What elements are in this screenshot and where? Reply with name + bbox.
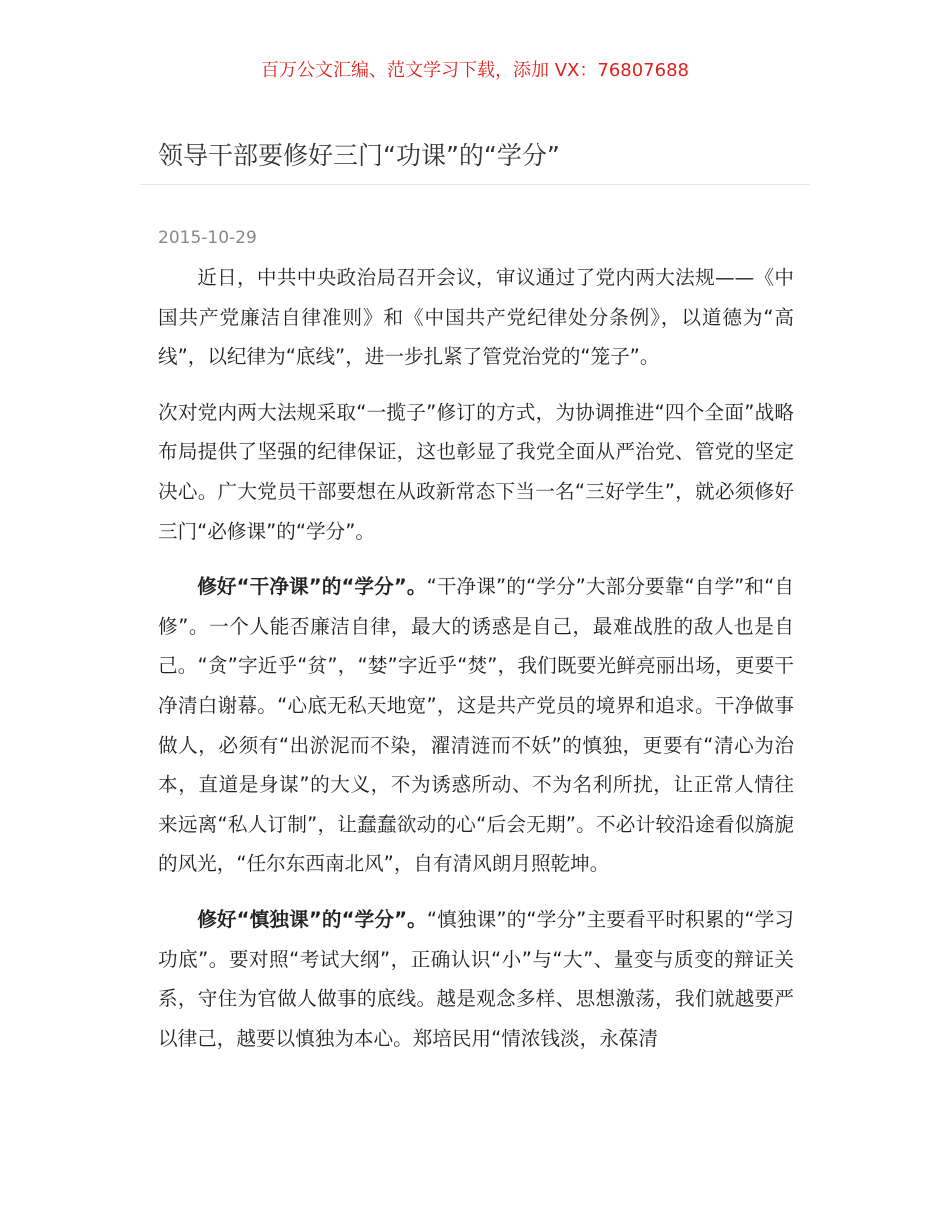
paragraph-3 (158, 567, 794, 884)
paragraph-4-text: “慎独课”的“学分”主要看平时积累的“学习功底”。要对照“考试大纲”，正确认识“小”与“大”、量变与质变的辩证关系，守住为官做人做事的底线。越是观念多样、思想激荡，我们就越要严以律己，越要以慎独为本心。郑培民用“情浓钱淡，永葆清 (158, 907, 794, 1050)
paragraph-1: 近日，中共中央政治局召开会议，审议通过了党内两大法规——《中国共产党廉洁自律准则》和《中国共产党纪律处分条例》，以道德为“高线”，以纪律为“底线”，进一步扎紧了管党治党的“笼子”。 (158, 266, 794, 369)
publish-date: 2015-10-29 (158, 228, 257, 248)
paragraph-4-lead: 修好“慎独课”的“学分”。 (197, 907, 427, 931)
paragraph-4 (158, 900, 794, 1058)
header-banner: 百万公文汇编、范文学习下载，添加 VX：76807688 (261, 60, 689, 81)
paragraph-3-text: “干净课”的“学分”大部分要靠“自学”和“自修”。一个人能否廉洁自律，最大的诱惑是自己，最难战胜的敌人也是自己。“贪”字近乎“贫”，“婪”字近乎“焚”，我们既要光鲜亮丽出场，更要干净清白谢幕。“心底无私天地宽”，这是共产党员的境界和追求。干净做事做人，必须有“出淤泥而不染，濯清涟而不妖”的慎独，更要有“清心为治本，直道是身谋”的大义，不为诱惑所动、不为名利所扰，让正常人情往来远离“私人订制”，让蠢蠢欲动的心“后会无期”。不必计较沿途看似旖旎的风光，“任尔东西南北风”，自有清风朗月照乾坤。 (158, 575, 795, 876)
paragraph-3-lead: 修好“干净课”的“学分”。 (197, 575, 427, 599)
article-body (158, 258, 794, 1074)
paragraph-2: 次对党内两大法规采取“一揽子”修订的方式，为协调推进“四个全面”战略布局提供了坚强的纪律保证，这也彰显了我党全面从严治党、管党的坚定决心。广大党员干部要想在从政新常态下当一名“三好学生”，就必须修好三门“必修课”的“学分”。 (158, 400, 794, 543)
title-divider (140, 184, 810, 185)
article-title: 领导干部要修好三门“功课”的“学分” (158, 141, 560, 170)
